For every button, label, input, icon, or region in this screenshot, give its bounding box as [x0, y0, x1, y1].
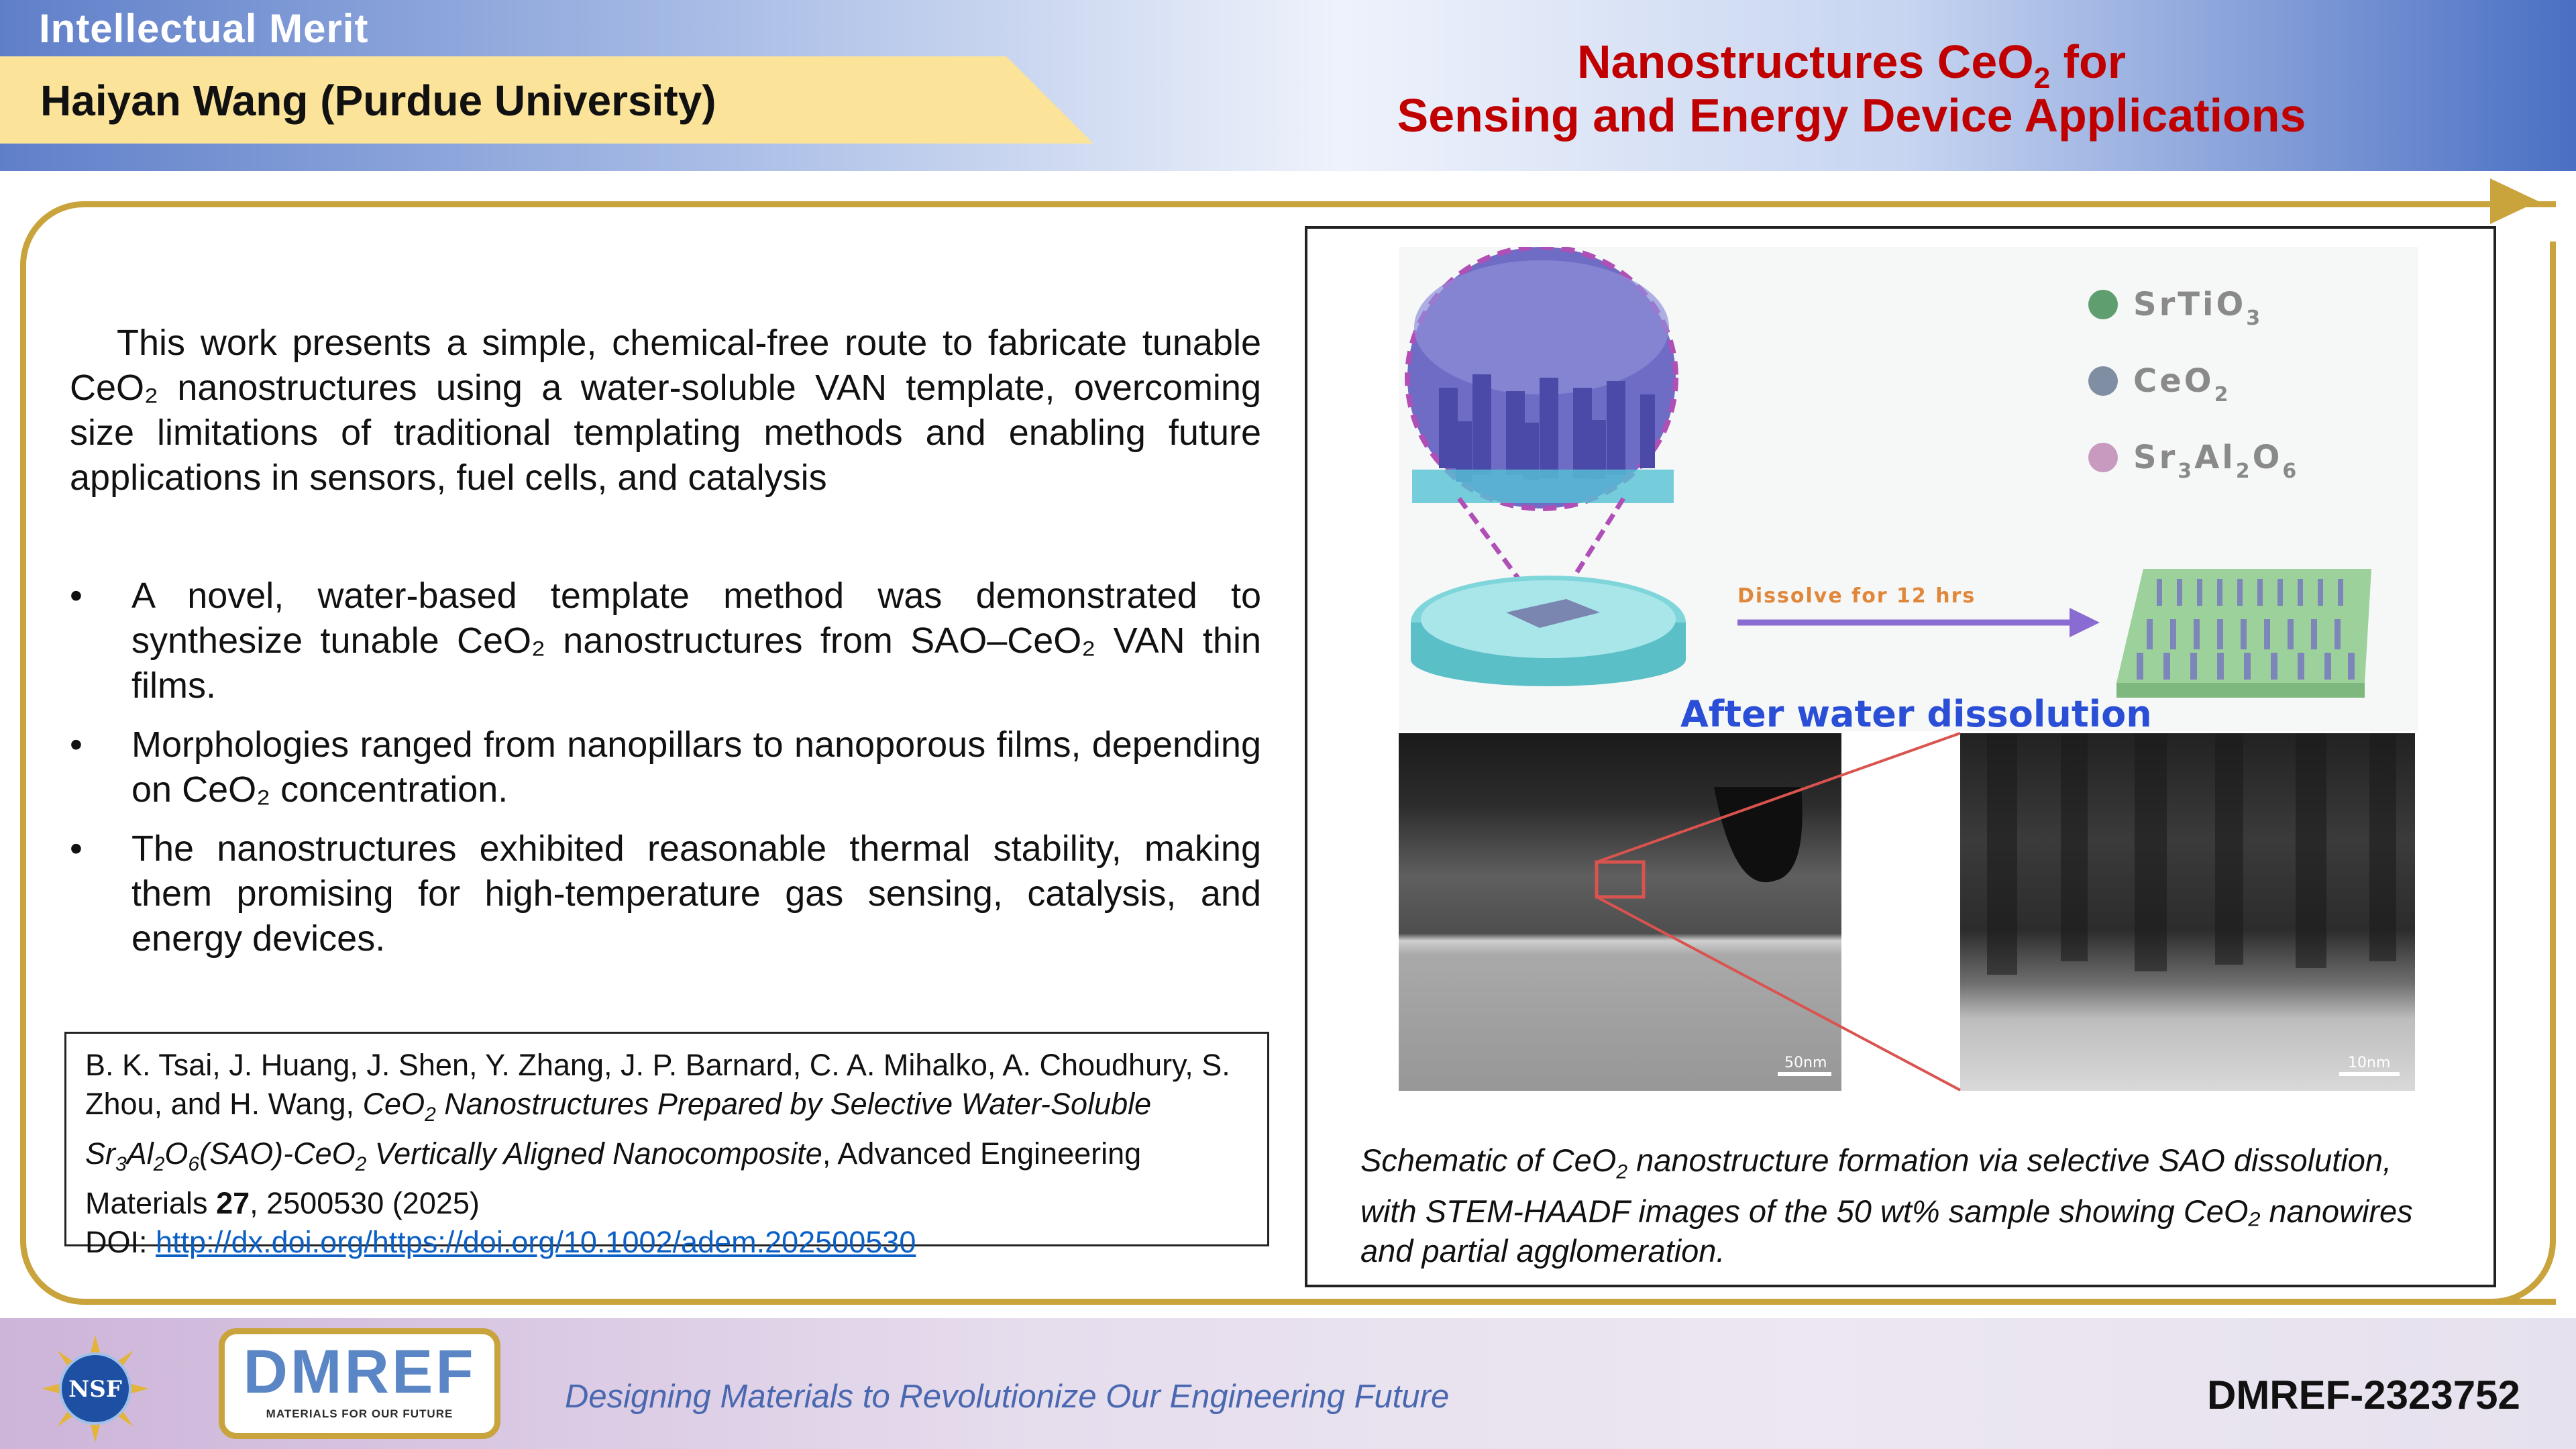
citation-volume: 27 [216, 1186, 250, 1220]
after-dissolution-heading: After water dissolution [1680, 693, 2152, 731]
svg-text:SrTiO3: SrTiO$_3$ [2133, 286, 2263, 330]
bullet-text: The nanostructures exhibited reasonable thermal stability, making them promising for high-temperature gas sensing, catalysis, and energy devices. [131, 828, 1261, 959]
svg-text:Sr3Al2O6: $Sr_3Al_2O_6$ [2133, 439, 2300, 483]
bullet-dot-icon: • [70, 828, 83, 869]
footer-tagline: Designing Materials to Revolutionize Our Engineering Future [565, 1379, 1450, 1415]
citation-authors: B. K. Tsai, J. Huang, J. Shen, Y. Zhang, J. P. Barnard, C. A. Mihalko, A. Choudhury, S. Zhou, and H. Wang, [85, 1048, 1230, 1121]
doi-label: DOI: [85, 1225, 156, 1259]
title-line1-post: for [2050, 36, 2126, 88]
section-tag: Intellectual Merit [39, 6, 369, 51]
svg-text:CeO2: CeO$_2$ [2133, 362, 2231, 407]
bullet-text: Morphologies ranged from nanopillars to nanoporous films, depending on CeO₂ concentration. [131, 724, 1261, 810]
scale-bar-label: 50nm [1784, 1055, 1827, 1071]
nanopillar-substrate-illustration [2116, 569, 2371, 698]
svg-text:NSF: NSF [68, 1376, 122, 1403]
bullet-dot-icon: • [70, 576, 83, 616]
frame-arrow-icon [2490, 178, 2538, 224]
citation-pages: , 2500530 (2025) [250, 1186, 480, 1220]
citation-journal: , Advanced Engineering Materials [85, 1136, 1142, 1220]
intro-paragraph: This work presents a simple, chemical-free route to fabricate tunable CeO₂ nanostructures using a water-soluble VAN template, overcoming size limitations of traditional templating methods and enabling future applications in sensors, fuel cells, and catalysis [70, 323, 1261, 498]
bullet-dot-icon: • [70, 724, 83, 765]
dmref-logo-subtitle: MATERIALS FOR OUR FUTURE [266, 1407, 453, 1420]
title-line1-pre: Nanostructures CeO [1577, 36, 2034, 88]
schematic-figure [1399, 247, 2418, 731]
zoom-circle-illustration [1407, 247, 1676, 508]
dmref-logo-word: DMREF [243, 1338, 476, 1406]
citation-title: CeO$_2$ Nanostructures Prepared by Selective Water-Soluble $Sr_3Al_2O_6(SAO)-CeO_2$ Vertically Aligned Nanocomposite [85, 1087, 1152, 1175]
title-line2: Sensing and Energy Device Applications [1397, 89, 2306, 142]
scale-bar-label: 10nm [2348, 1055, 2391, 1071]
figure-caption: Schematic of CeO$_2$ nanostructure formation via selective SAO dissolution, with STEM-HAADF images of the 50 wt% sample showing CeO₂ nanowires and partial agglomeration. [1360, 1142, 2413, 1269]
svg-text:Dissolve for 12 hrs: Dissolve for 12 hrs [1737, 584, 1976, 608]
bullet-item [70, 722, 1261, 812]
citation-box [64, 1032, 1269, 1259]
stem-image-highmag [1960, 733, 2415, 1091]
bullet-item [70, 574, 1261, 708]
award-id: DMREF-2323752 [2207, 1373, 2520, 1417]
bullet-item [70, 826, 1261, 961]
bullet-text: A novel, water-based template method was demonstrated to synthesize tunable CeO₂ nanostructures from SAO–CeO₂ VAN thin films. [131, 576, 1261, 706]
author-name: Haiyan Wang (Purdue University) [40, 76, 716, 125]
nsf-logo [42, 1335, 149, 1442]
zoom-connector-lines [1590, 728, 1979, 1130]
slide-title [1328, 35, 2375, 142]
doi-link[interactable]: http://dx.doi.org/https://doi.org/10.1002/adem.202500530 [156, 1225, 916, 1259]
title-line1-sub: 2 [2033, 62, 2051, 95]
petri-dish-illustration [1411, 576, 1686, 686]
